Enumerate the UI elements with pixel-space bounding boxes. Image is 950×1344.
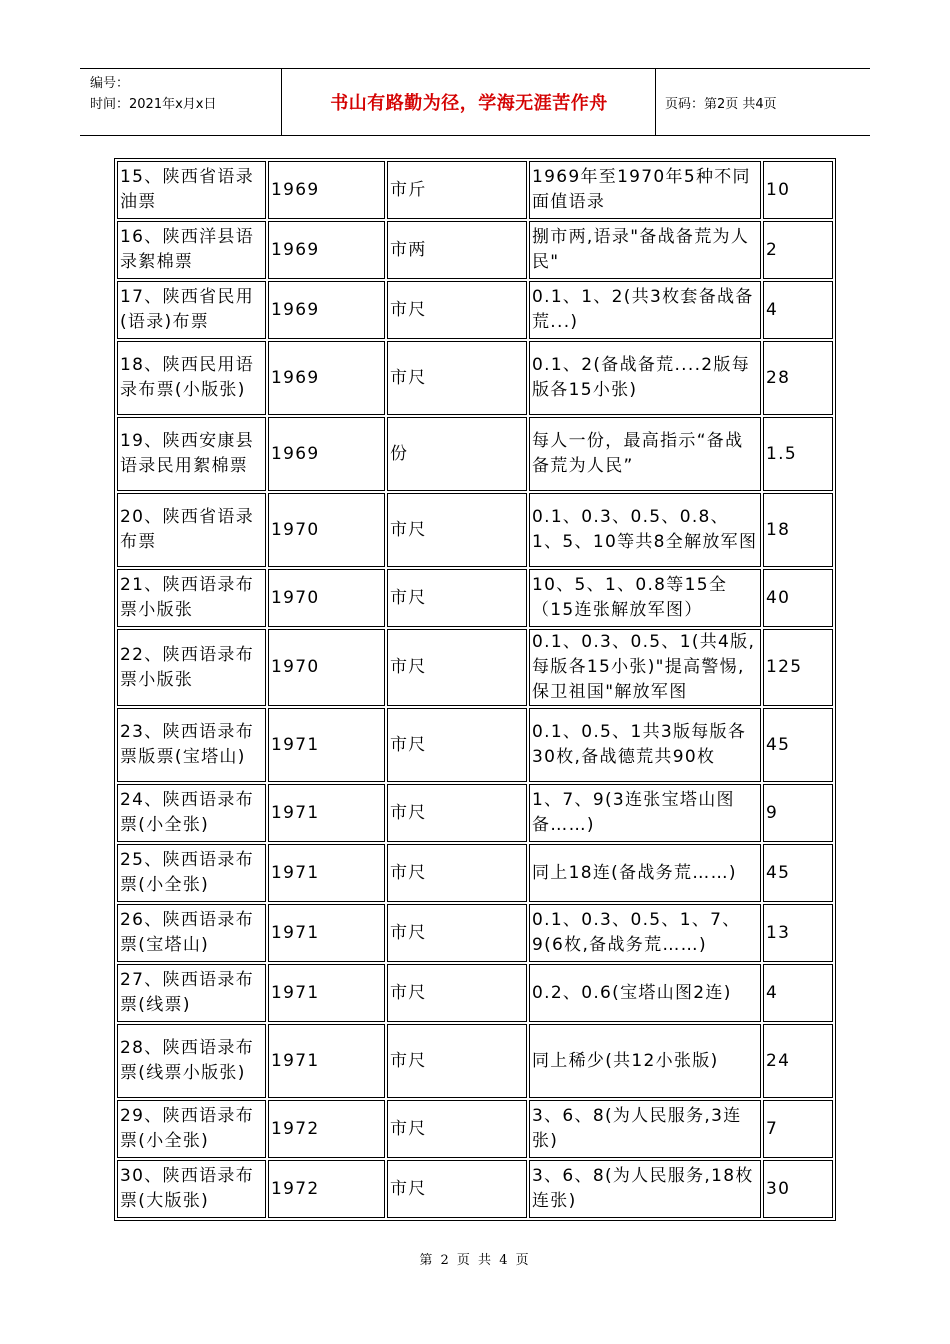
unit-cell: 市尺 [387, 341, 527, 415]
year-cell: 1971 [268, 784, 385, 842]
description-cell: 0.1、2(备战备荒....2版每版各15小张) [529, 341, 761, 415]
unit-cell: 市两 [387, 221, 527, 279]
price-cell: 1.5 [763, 417, 833, 491]
description-cell: 0.1、0.3、0.5、0.8、1、5、10等共8全解放军图 [529, 493, 761, 567]
year-cell: 1972 [268, 1160, 385, 1218]
description-cell: 0.1、0.5、1共3版每版各30枚,备战德荒共90枚 [529, 708, 761, 782]
item-name-cell: 27、陕西语录布票(线票) [117, 964, 266, 1022]
table-row [117, 904, 833, 962]
price-cell: 13 [763, 904, 833, 962]
item-name-cell: 20、陕西省语录布票 [117, 493, 266, 567]
table-row [117, 708, 833, 782]
unit-cell: 市尺 [387, 281, 527, 339]
unit-cell: 市尺 [387, 1160, 527, 1218]
table-row [117, 629, 833, 706]
year-cell: 1969 [268, 281, 385, 339]
unit-cell: 市尺 [387, 629, 527, 706]
year-cell: 1970 [268, 493, 385, 567]
unit-cell: 市尺 [387, 904, 527, 962]
header-divider [655, 68, 656, 136]
year-cell: 1969 [268, 221, 385, 279]
page-header [80, 68, 870, 136]
item-name-cell: 29、陕西语录布票(小全张) [117, 1100, 266, 1158]
item-name-cell: 30、陕西语录布票(大版张) [117, 1160, 266, 1218]
table-row [117, 844, 833, 902]
item-name-cell: 23、陕西语录布票版票(宝塔山) [117, 708, 266, 782]
description-cell: 0.1、0.3、0.5、1、7、9(6枚,备战务荒……) [529, 904, 761, 962]
table-row [117, 569, 833, 627]
header-page-label: 页码：第2页 共4页 [665, 97, 777, 112]
header-meta [90, 73, 216, 115]
year-cell: 1969 [268, 161, 385, 219]
price-cell: 40 [763, 569, 833, 627]
page-footer: 第 2 页 共 4 页 [419, 1253, 531, 1268]
table-row [117, 964, 833, 1022]
date-label: 时间：2021年x月x日 [90, 97, 217, 112]
item-name-cell: 15、陕西省语录油票 [117, 161, 266, 219]
unit-cell: 市尺 [387, 844, 527, 902]
unit-cell: 市尺 [387, 964, 527, 1022]
table-row [117, 417, 833, 491]
description-cell: 3、6、8(为人民服务,18枚连张) [529, 1160, 761, 1218]
item-name-cell: 18、陕西民用语录布票(小版张) [117, 341, 266, 415]
item-name-cell: 25、陕西语录布票(小全张) [117, 844, 266, 902]
description-cell: 3、6、8(为人民服务,3连张) [529, 1100, 761, 1158]
year-cell: 1972 [268, 1100, 385, 1158]
header-bottom-rule [80, 135, 870, 136]
unit-cell: 市斤 [387, 161, 527, 219]
price-cell: 4 [763, 964, 833, 1022]
year-cell: 1971 [268, 904, 385, 962]
unit-cell: 份 [387, 417, 527, 491]
price-cell: 2 [763, 221, 833, 279]
description-cell: 0.1、0.3、0.5、1(共4版,每版各15小张)"提高警惕,保卫祖国"解放军图 [529, 629, 761, 706]
unit-cell: 市尺 [387, 569, 527, 627]
description-cell: 1969年至1970年5种不同面值语录 [529, 161, 761, 219]
price-cell: 9 [763, 784, 833, 842]
unit-cell: 市尺 [387, 784, 527, 842]
header-divider [281, 68, 282, 136]
price-cell: 7 [763, 1100, 833, 1158]
price-cell: 4 [763, 281, 833, 339]
year-cell: 1969 [268, 341, 385, 415]
year-cell: 1971 [268, 708, 385, 782]
description-cell: 同上稀少(共12小张版) [529, 1024, 761, 1098]
year-cell: 1971 [268, 1024, 385, 1098]
unit-cell: 市尺 [387, 708, 527, 782]
table-row [117, 1024, 833, 1098]
item-name-cell: 22、陕西语录布票小版张 [117, 629, 266, 706]
table-row [117, 784, 833, 842]
year-cell: 1970 [268, 629, 385, 706]
price-cell: 24 [763, 1024, 833, 1098]
description-cell: 0.1、1、2(共3枚套备战备荒...) [529, 281, 761, 339]
price-cell: 10 [763, 161, 833, 219]
price-cell: 28 [763, 341, 833, 415]
table-row [117, 221, 833, 279]
table-row [117, 281, 833, 339]
price-cell: 125 [763, 629, 833, 706]
unit-cell: 市尺 [387, 1100, 527, 1158]
unit-cell: 市尺 [387, 1024, 527, 1098]
item-name-cell: 28、陕西语录布票(线票小版张) [117, 1024, 266, 1098]
table-row [117, 341, 833, 415]
header-top-rule [80, 68, 870, 69]
price-cell: 45 [763, 844, 833, 902]
item-name-cell: 26、陕西语录布票(宝塔山) [117, 904, 266, 962]
price-cell: 45 [763, 708, 833, 782]
table-row [117, 1100, 833, 1158]
price-cell: 30 [763, 1160, 833, 1218]
description-cell: 0.2、0.6(宝塔山图2连) [529, 964, 761, 1022]
serial-label: 编号： [90, 76, 130, 91]
ration-ticket-table [114, 158, 836, 1221]
item-name-cell: 19、陕西安康县语录民用絮棉票 [117, 417, 266, 491]
item-name-cell: 21、陕西语录布票小版张 [117, 569, 266, 627]
description-cell: 捌市两,语录"备战备荒为人民" [529, 221, 761, 279]
table-row [117, 493, 833, 567]
unit-cell: 市尺 [387, 493, 527, 567]
table-row [117, 1160, 833, 1218]
description-cell: 10、5、1、0.8等15全（15连张解放军图） [529, 569, 761, 627]
item-name-cell: 24、陕西语录布票(小全张) [117, 784, 266, 842]
item-name-cell: 17、陕西省民用(语录)布票 [117, 281, 266, 339]
description-cell: 同上18连(备战务荒……) [529, 844, 761, 902]
year-cell: 1969 [268, 417, 385, 491]
header-motto: 书山有路勤为径，学海无涯苦作舟 [330, 93, 608, 114]
description-cell: 1、7、9(3连张宝塔山图备……) [529, 784, 761, 842]
price-cell: 18 [763, 493, 833, 567]
year-cell: 1971 [268, 964, 385, 1022]
table-row [117, 161, 833, 219]
description-cell: 每人一份，最高指示“备战备荒为人民” [529, 417, 761, 491]
year-cell: 1970 [268, 569, 385, 627]
year-cell: 1971 [268, 844, 385, 902]
item-name-cell: 16、陕西洋县语录絮棉票 [117, 221, 266, 279]
